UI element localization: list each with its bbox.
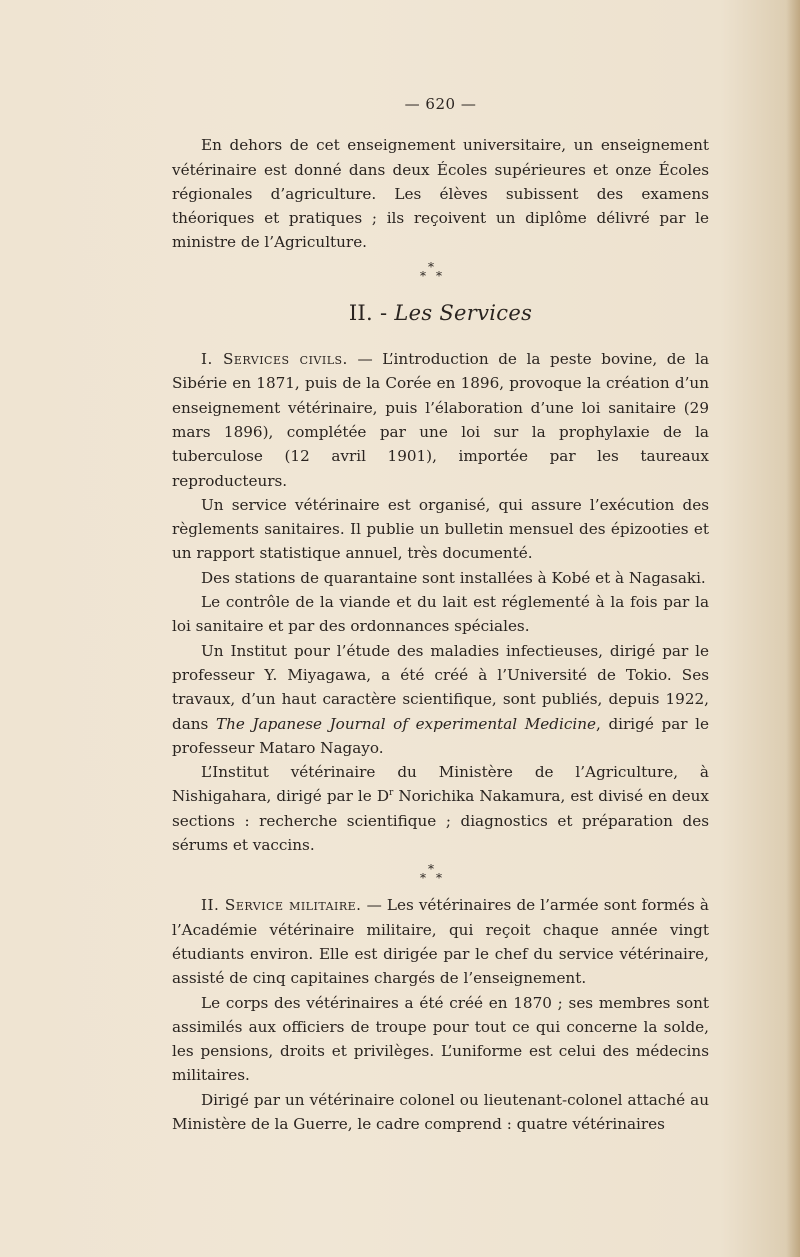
military-paragraph-3: Dirigé par un vétérinaire colonel ou lieutenant-colonel attaché au Ministère de la Guerre, le cadre comprend : quatre vétérinaires bbox=[172, 1090, 709, 1133]
section-heading-title: Les Services bbox=[394, 300, 533, 325]
section-heading bbox=[172, 301, 709, 325]
page-edge-shadow bbox=[786, 0, 800, 1257]
civil-paragraph-6-end: Norichika Nakamura, est divisé en deux sections : recherche scientifique ; diagnostics et préparation des sérums et vaccins. bbox=[172, 787, 709, 855]
civil-paragraph-5 bbox=[172, 639, 709, 760]
civil-paragraph-6-text: L’Institut vétérinaire du Ministère de l’Agriculture, à Nishigahara, dirigé par le D bbox=[172, 763, 709, 806]
asterism-divider-2 bbox=[172, 859, 709, 889]
military-service-lead: II. Service militaire. bbox=[201, 896, 362, 915]
asterism-divider-1 bbox=[172, 257, 709, 287]
civil-paragraph-3: Des stations de quarantaine sont installées à Kobé et à Nagasaki. bbox=[201, 568, 706, 587]
asterisk: * bbox=[436, 268, 442, 283]
civil-services-text: — L’introduction de la peste bovine, de la Sibérie en 1871, puis de la Corée en 1896, provoque la création d’un enseignement vétérinaire, puis l’élaboration d’une loi sanitaire (29 mars 1896), complétée par une loi sur la prophylaxie de la tuberculose (12 avril 1901), importée par les taureaux reproducteurs. bbox=[172, 350, 710, 490]
military-paragraph-2: Le corps des vétérinaires a été créé en 1870 ; ses membres sont assimilés aux officiers de troupe pour tout ce qui concerne la solde, les pensions, droits et privilèges. L’uniforme est celui des médecins militaires. bbox=[172, 993, 709, 1085]
civil-paragraph-6 bbox=[172, 760, 709, 857]
civil-services-lead: I. Services civils. bbox=[201, 350, 348, 369]
civil-paragraph-2: Un service vétérinaire est organisé, qui assure l’exécution des règlements sanitaires. Il publie un bulletin mensuel des épizooties et un rapport statistique annuel, très documenté. bbox=[172, 495, 709, 563]
civil-services-paragraph bbox=[172, 347, 709, 493]
military-service-paragraph bbox=[172, 893, 709, 990]
journal-title: The Japanese Journal of experimental Medicine bbox=[215, 714, 597, 733]
section-heading-number: II. - bbox=[348, 300, 388, 325]
asterisk: * bbox=[428, 259, 434, 274]
intro-paragraph: En dehors de cet enseignement universitaire, un enseignement vétérinaire est donné dans deux Écoles supérieures et onze Écoles régionales d’agriculture. Les élèves subissent des examens théoriques et pratiques ; ils reçoivent un diplôme délivré par le ministre de l’Agriculture. bbox=[172, 136, 709, 252]
page-number: — 620 — bbox=[404, 95, 477, 113]
asterisk: * bbox=[436, 871, 442, 886]
civil-paragraph-4: Le contrôle de la viande et du lait est réglementé à la fois par la loi sanitaire et par des ordonnances spéciales. bbox=[172, 593, 709, 636]
superscript-r: r bbox=[389, 788, 394, 799]
asterisk: * bbox=[420, 268, 426, 283]
asterisk: * bbox=[420, 871, 426, 886]
civil-paragraph-5-end: , dirigé par le professeur Mataro Nagayo. bbox=[172, 714, 709, 757]
text-column bbox=[172, 92, 709, 1136]
military-service-text: — Les vétérinaires de l’armée sont formés à l’Académie vétérinaire militaire, qui reçoit chaque année vingt étudiants environ. Elle est dirigée par le chef du service vétérinaire, assisté de cinq capitaines chargés de l’enseignement. bbox=[172, 896, 709, 988]
asterisk: * bbox=[428, 862, 434, 877]
civil-paragraph-5-text: Un Institut pour l’étude des maladies infectieuses, dirigé par le professeur Y. Miyagawa, a été créé à l’Université de Tokio. Ses travaux, d’un haut caractère scientifique, sont publiés, depuis 1922, dans bbox=[172, 641, 709, 733]
